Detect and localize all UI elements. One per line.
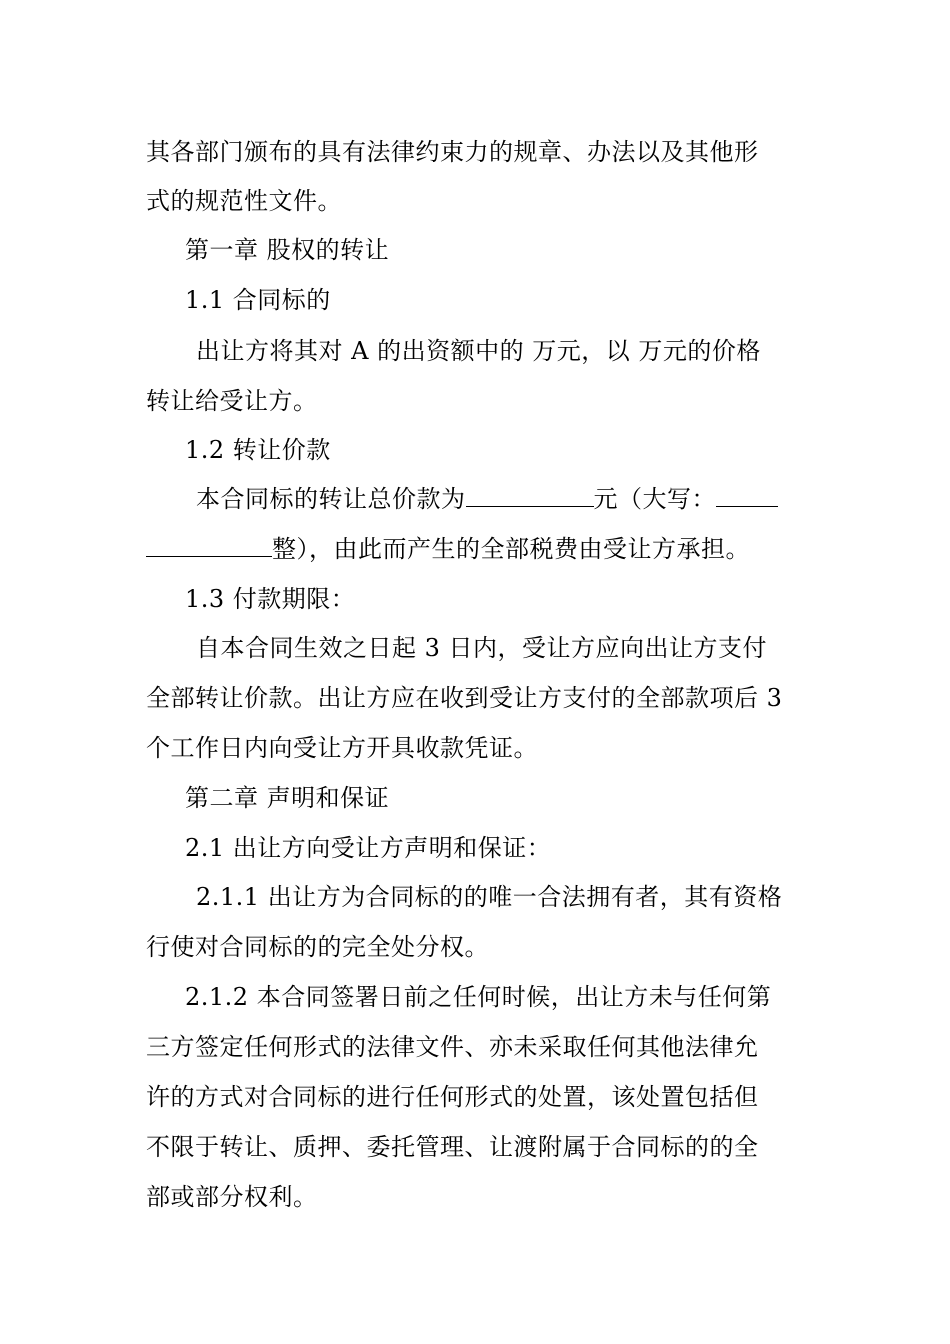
paragraph-line: 式的规范性文件。 xyxy=(146,187,342,215)
paragraph-line: 个工作日内向受让方开具收款凭证。 xyxy=(146,734,538,762)
paragraph-line: 其各部门颁布的具有法律约束力的规章、办法以及其他形 xyxy=(146,138,759,166)
paragraph-line: 2.1.1 出让方为合同标的的唯一合法拥有者，其有资格 xyxy=(196,883,783,911)
paragraph-line: 转让给受让方。 xyxy=(146,387,318,415)
price-capital-text: 元（大写： xyxy=(593,485,716,513)
amount-blank xyxy=(466,484,594,507)
section-heading: 1.3 付款期限： xyxy=(185,585,356,613)
paragraph-line: 出让方将其对 A 的出资额中的 万元，以 万元的价格 xyxy=(196,337,761,365)
chapter-heading: 第二章 声明和保证 xyxy=(185,784,390,812)
paragraph-line: 三方签定任何形式的法律文件、亦未采取任何其他法律允 xyxy=(146,1033,759,1061)
section-heading: 1.1 合同标的 xyxy=(185,286,331,314)
paragraph-line: 不限于转让、质押、委托管理、让渡附属于合同标的的全 xyxy=(146,1133,759,1161)
paragraph-line: 部或部分权利。 xyxy=(146,1183,318,1211)
amount-capital-blank xyxy=(716,484,778,507)
paragraph-line: 2.1.2 本合同签署日前之任何时候，出让方未与任何第 xyxy=(185,983,772,1011)
paragraph-line: 行使对合同标的的完全处分权。 xyxy=(146,933,489,961)
tax-text: 整），由此而产生的全部税费由受让方承担。 xyxy=(272,535,750,563)
section-heading: 2.1 出让方向受让方声明和保证： xyxy=(185,834,552,862)
price-text: 本合同标的转让总价款为 xyxy=(196,485,466,513)
paragraph-line: 自本合同生效之日起 3 日内，受让方应向出让方支付 xyxy=(196,634,768,662)
paragraph-line xyxy=(196,483,778,515)
paragraph-line: 全部转让价款。出让方应在收到受让方支付的全部款项后 3 xyxy=(146,684,783,712)
amount-capital-blank-continued xyxy=(146,534,272,557)
section-heading: 1.2 转让价款 xyxy=(185,436,331,464)
chapter-heading: 第一章 股权的转让 xyxy=(185,236,390,264)
paragraph-line: 许的方式对合同标的进行任何形式的处置，该处置包括但 xyxy=(146,1083,759,1111)
paragraph-line xyxy=(146,533,750,565)
